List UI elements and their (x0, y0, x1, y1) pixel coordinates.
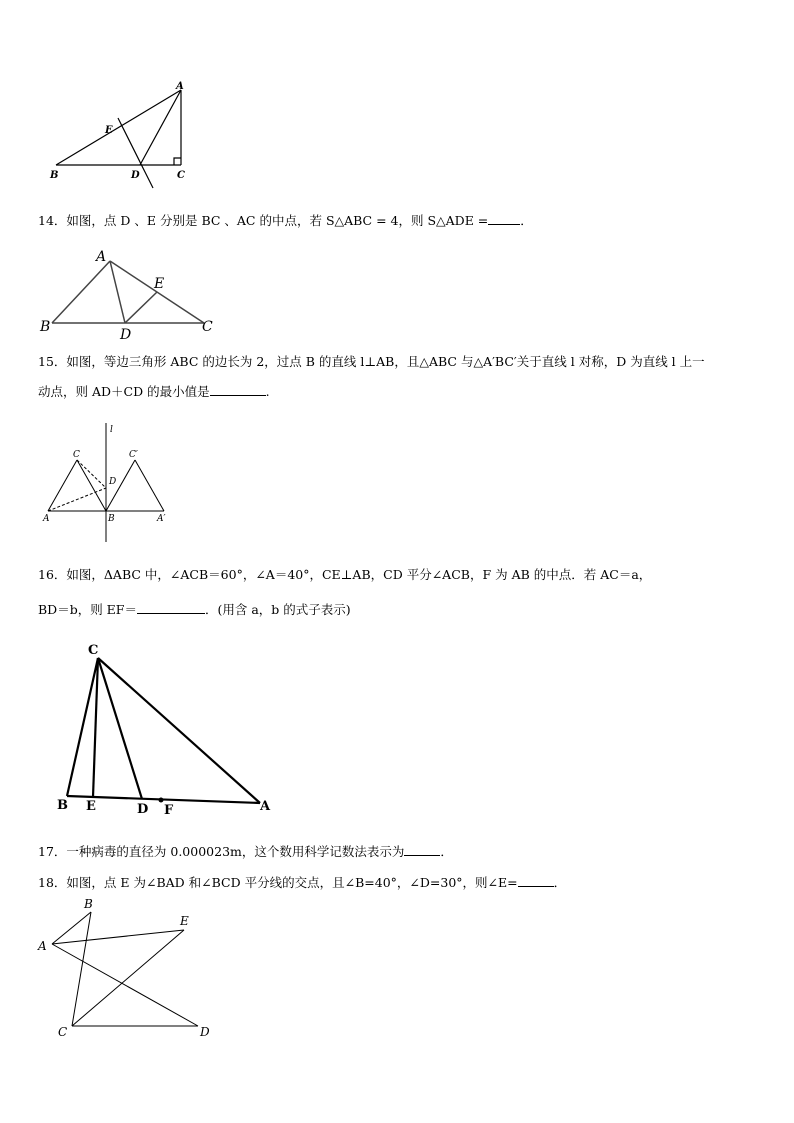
point-f (159, 798, 164, 803)
label-a: A (176, 81, 184, 92)
question-15-line-2 (38, 383, 270, 401)
answer-blank-16[interactable] (137, 601, 205, 614)
label-c: C (177, 170, 185, 181)
figure-q16 (40, 636, 290, 821)
question-18 (38, 874, 566, 892)
label-a: A (43, 514, 50, 524)
label-e: E (180, 914, 189, 928)
label-l: l (110, 425, 113, 435)
question-16-line-1: 16．如图，ΔABC 中，∠ACB＝60°，∠A＝40°，CE⊥AB，CD 平分∠ACB，F 为 AB 的中点．若 AC＝a， (38, 567, 652, 582)
label-a: A (38, 939, 47, 953)
question-14-text: 14．如图，点 D 、E 分别是 BC 、AC 的中点，若 S△ABC = 4，则 S△ADE = (38, 213, 489, 228)
figure-q18 (36, 892, 226, 1042)
question-18-tail: ． (553, 875, 567, 890)
segment-cb (77, 460, 106, 511)
segment-ba (56, 90, 181, 165)
label-d: D (200, 1025, 210, 1039)
label-e: E (154, 276, 165, 292)
question-14-tail: ． (520, 213, 533, 228)
figure-q15 (40, 420, 180, 545)
answer-blank-18[interactable] (518, 874, 554, 887)
question-18-text: 18．如图，点 E 为∠BAD 和∠BCD 平分线的交点，且∠B=40°，∠D=30°，则∠E= (38, 875, 518, 890)
label-b: B (57, 798, 68, 813)
label-e: E (86, 799, 96, 814)
figure-q13 (40, 80, 200, 190)
label-d: D (109, 477, 117, 487)
question-16-tail: ．(用含 a，b 的式子表示) (204, 602, 351, 617)
question-15-line-1: 15．如图，等边三角形 ABC 的边长为 2，过点 B 的直线 l⊥AB，且△ABC 与△A′BC′关于直线 l 对称，D 为直线 l 上一 (38, 354, 705, 369)
label-c: C (202, 319, 213, 335)
label-c: C (73, 450, 80, 460)
answer-blank-15[interactable] (210, 383, 266, 396)
segment-bc (72, 912, 91, 1026)
question-15-text: 动点，则 AD＋CD 的最小值是 (38, 384, 210, 399)
label-b: B (40, 319, 51, 335)
label-a: A (96, 249, 107, 265)
segment-ae (52, 930, 184, 944)
label-b: B (84, 897, 93, 911)
label-d: D (131, 170, 140, 181)
figure-q14 (38, 245, 228, 340)
segment-ce (72, 930, 184, 1026)
label-e: E (105, 125, 113, 136)
answer-blank-14[interactable] (488, 212, 520, 225)
segment-ad (48, 488, 106, 511)
label-d: D (137, 802, 149, 817)
segment-ad (140, 90, 181, 165)
question-16-line-2 (38, 601, 351, 619)
segment-ac (48, 460, 77, 511)
label-f: F (164, 803, 174, 818)
answer-blank-17[interactable] (404, 843, 440, 856)
segment-c2a2 (135, 460, 164, 511)
segment-cd (77, 460, 106, 488)
question-17-text: 17．一种病毒的直径为 0.000023m，这个数用科学记数法表示为 (38, 844, 405, 859)
label-c: C (88, 643, 99, 658)
label-a-prime: A′ (157, 514, 166, 524)
right-angle-mark (174, 158, 181, 165)
question-17 (38, 843, 453, 861)
label-d: D (120, 327, 132, 340)
label-a: A (260, 799, 271, 814)
segment-de (125, 292, 157, 323)
label-c: C (58, 1025, 68, 1039)
segment-ab (52, 912, 91, 944)
segment-ab (52, 261, 110, 323)
label-b: B (50, 170, 59, 181)
question-15-tail: . (265, 384, 270, 399)
question-17-tail: ． (440, 844, 453, 859)
segment-ba (67, 796, 260, 803)
label-b: B (108, 514, 115, 524)
question-16-text: BD＝b，则 EF＝ (38, 602, 137, 617)
segment-ca (98, 658, 260, 803)
question-14 (38, 212, 533, 230)
label-c-prime: C′ (129, 450, 138, 460)
